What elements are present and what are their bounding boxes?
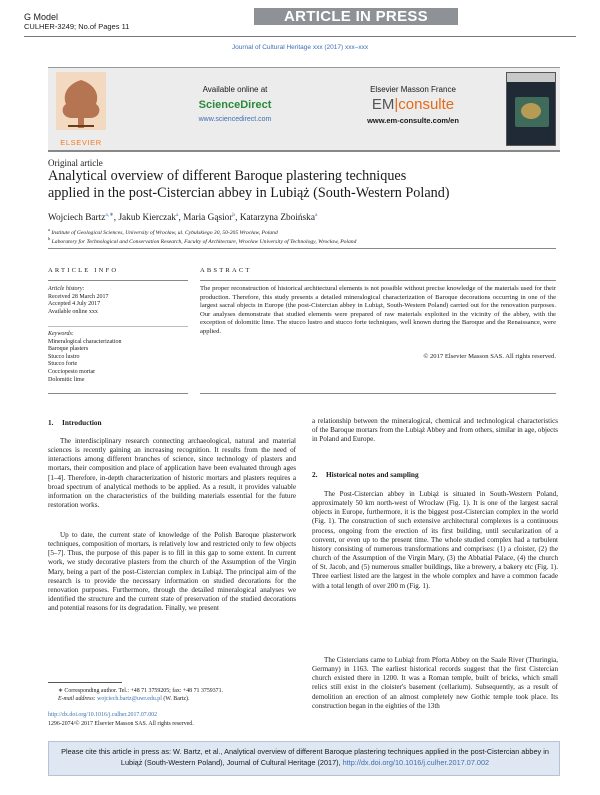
- keyword: Stucco lustro: [48, 353, 80, 360]
- section-heading-introduction: 1. Introduction: [48, 418, 102, 427]
- keyword: Mineralogical characterization: [48, 338, 122, 345]
- author-name[interactable]: Wojciech Bartz: [48, 213, 106, 224]
- abstract-text: The proper reconstruction of historical architectural elements is not possible without precise knowledge of the materials used for their production. Therefore, this study presents a detailed mineralogical characterization of Baroque decorations occurring in one of the largest sacral objects in Europe (the post-Cistercian abbey in Lubiąż, South-Western Poland) carried out for the renovation purposes. Our analyses demonstrate that studied elements were prepared of raw materials exploited in the vicinity of the abbey, with the exception of dolomitic lime. The stucco lustro and stucco forte techniques, well known during the Baroque and the Renaissance, were applied.: [200, 285, 556, 335]
- title-line-2: applied in the post-Cistercian abbey in Lubiąż (South-Western Poland): [48, 185, 450, 201]
- history-label: Article history:: [48, 286, 85, 292]
- keyword: Stucco forte: [48, 361, 78, 368]
- email-label: E-mail address:: [58, 696, 96, 702]
- author-name[interactable]: Katarzyna Zboińska: [239, 213, 315, 224]
- email-suffix: (W. Bartz).: [163, 696, 190, 702]
- email-link[interactable]: wojciech.bartz@uwr.edu.pl: [97, 696, 162, 702]
- accepted-date: Accepted 4 July 2017: [48, 301, 101, 308]
- footnote-marker: ∗: [58, 688, 63, 694]
- history-divider: [48, 326, 188, 327]
- affiliation: $^a$ Institute of Geological Sciences, University of Wrocław, ul. Cybulskiego 30, 50-205 Wrocław, Poland: [48, 227, 278, 236]
- keyword: Dolomitic lime: [48, 376, 85, 383]
- article-info-heading: ARTICLE INFO: [48, 267, 119, 274]
- article-info-divider: [48, 280, 188, 281]
- intro-paragraph-continued: a relationship between the mineralogical, chemical and technological characteristics of the Baroque mortars from the Lubiąż Abbey and from others, similar in age, objects in Poland and Europe.: [312, 417, 558, 444]
- article-title: [48, 168, 548, 202]
- history-paragraph-1: The Post-Cistercian abbey in Lubiąż is situated in South-Western Poland, approximately 50 km north-west of Wrocław (Fig. 1). It is one of the largest sacral objects in Europe, furthermore, it is the biggest post-Cistercian complex in the world (Fig. 1). The construction of such extensive architectural complexes is a continuous process, ongoing from the erection of its first building, until secularization of a convent, or even up to the present time. The whole studied complex had a turbulent history consisting of numerous transformations and comprises: (1) a cloister, (2) the church of the Assumption of the Virgin Mary, (3) the Abbatial Palace, (4) the church of St. Jacob, and (5) numerous smaller buildings, like a brewery, a bakery etc (Fig. 1). Three earliest listed are the largest in the whole complex and have a common facade with a total length of over 200 m (Fig. 1).: [312, 490, 558, 590]
- article-info-bottom-divider: [48, 393, 188, 394]
- abstract-copyright: © 2017 Elsevier Masson SAS. All rights reserved.: [423, 353, 556, 360]
- abstract-heading: ABSTRACT: [200, 267, 252, 274]
- em-logo-left: EM: [371, 96, 395, 113]
- keyword-list: [48, 331, 188, 384]
- intro-paragraph-1: The interdisciplinary research connecting archaeological, natural and material sciences is recently gaining an increasing recognition. It results from the need of interactions among different branches of science, since technology of plasters and mortars, their composition and place of application have been evaluated through ages [1–4]. Therefore, in-depth characterization of historic mortars and plasters requires a broad spectrum of analytical methods to be applied. As a result, it provides valuable information on the characteristics of the building materials essential for the future restoration works.: [48, 437, 296, 510]
- keyword: Baroque plasters: [48, 346, 89, 353]
- citation-body: Please cite this article in press as: W. Bartz, et al., Analytical overview of different Baroque plastering techniques applied in the post-Cistercian abbey in Lubiąż (South-Western Poland), Journal of Cultural Heritage (2017),: [61, 747, 549, 767]
- author-affiliation-marker[interactable]: a,∗: [105, 212, 114, 218]
- sciencedirect-logo[interactable]: ScienceDirect: [198, 99, 272, 111]
- online-date: Available online xxx: [48, 308, 98, 315]
- journal-cover-thumbnail[interactable]: [506, 72, 556, 146]
- received-date: Received 28 March 2017: [48, 293, 109, 300]
- ref-line: CULHER-3249;: [24, 22, 77, 31]
- abstract-divider: [200, 280, 556, 281]
- author-affiliation-marker[interactable]: b: [232, 212, 236, 218]
- footnote-divider: [48, 682, 122, 683]
- intro-paragraph-2: Up to date, the current state of knowledge of the Polish Baroque plasterwork techniques, composition of mortars, is relatively low and restricted only to few objects [5–7]. Thus, the purpose of this paper is to fill in this gap to some extent. In current work, we study decorative plasters from the church of the Assumption of the Virgin Mary, being a part of the post-Cistercian complex in Lubiąż. The principal aim of the research is to provide the necessary information on studied decorations for the renovation purposes. Furthermore, through the detailed mineralogical analyses we identified the structure and the current state of preservation of the studied decorations and potential reasons for its degradation. Finally, we present: [48, 531, 296, 613]
- journal-banner: [48, 67, 560, 152]
- elsevier-tree-logo: [48, 68, 114, 146]
- banner-divider: [48, 150, 560, 152]
- author-affiliation-marker[interactable]: a: [314, 212, 318, 218]
- doi-link[interactable]: http://dx.doi.org/10.1016/j.culher.2017.07.002: [48, 712, 158, 718]
- sciencedirect-link[interactable]: www.sciencedirect.com: [198, 116, 272, 123]
- article-history: [48, 286, 188, 316]
- affiliation: $^b$ Laboratory for Technological and Conservation Research, Faculty of Architecture, Wrocław University of Technology, Wrocław, Poland: [48, 236, 357, 245]
- corresponding-author-footnote: [58, 687, 298, 703]
- abstract-bottom-divider: [200, 393, 556, 394]
- em-consulte-link[interactable]: www.em-consulte.com/en: [367, 116, 459, 125]
- section-heading-historical-notes: 2. Historical notes and sampling: [312, 470, 419, 479]
- citation-doi-link[interactable]: http://dx.doi.org/10.1016/j.culher.2017.07.002: [342, 757, 490, 767]
- available-online-label: Available online at: [202, 85, 268, 94]
- em-publisher-name: Elsevier Masson France: [370, 85, 456, 94]
- journal-reference-link[interactable]: Journal of Cultural Heritage xxx (2017) xxx–xxx: [231, 44, 369, 51]
- article-in-press-badge: ARTICLE IN PRESS: [254, 8, 458, 25]
- author-name[interactable]: Maria Gąsior: [183, 213, 233, 224]
- issn-copyright: 1296-2074/© 2017 Elsevier Masson SAS. All rights reserved.: [48, 721, 194, 727]
- header-divider: [24, 36, 576, 37]
- author-name[interactable]: Jakub Kierczak: [118, 213, 176, 224]
- em-consulte-logo[interactable]: EM|consulte: [371, 96, 455, 113]
- title-line-1: Analytical overview of different Baroque plastering techniques: [48, 168, 407, 184]
- em-logo-right: consulte: [398, 96, 455, 113]
- corresponding-author: Corresponding author. Tel.: +48 71 3759205; fax: +48 71 3759371.: [64, 688, 224, 694]
- keyword: Cocciopesto mortar: [48, 368, 96, 375]
- history-paragraph-2: The Cistercians came to Lubiąż from Pforta Abbey on the Saale River (Thuringia, Germany) in 1163. The earliest historical records suggest that the first Cistercian church existed there in 1200. It was a Roman temple, built of bricks, which small relics still exist in the cloister's basement (cellarium). Subsequently, as a result of demolition an erection of an almost completely new Gothic temple took place. Its construction began in the eighties of the 13th: [312, 656, 558, 710]
- elsevier-wordmark: ELSEVIER: [60, 138, 102, 147]
- header-meta: [24, 12, 129, 32]
- citation-text: [56, 747, 554, 768]
- author-list: Wojciech Bartz$^{a,∗}$, Jakub Kierczak$^a$, Maria Gąsior$^b$, Katarzyna Zboińska$^a$: [48, 212, 318, 224]
- affiliation-divider: [48, 248, 556, 249]
- keywords-label: Keywords:: [48, 331, 74, 337]
- gmodel-label: G Model: [24, 12, 59, 22]
- author-affiliation-marker[interactable]: a: [176, 212, 179, 218]
- article-type: Original article: [48, 158, 103, 168]
- pages-count: No.of Pages 11: [78, 22, 130, 31]
